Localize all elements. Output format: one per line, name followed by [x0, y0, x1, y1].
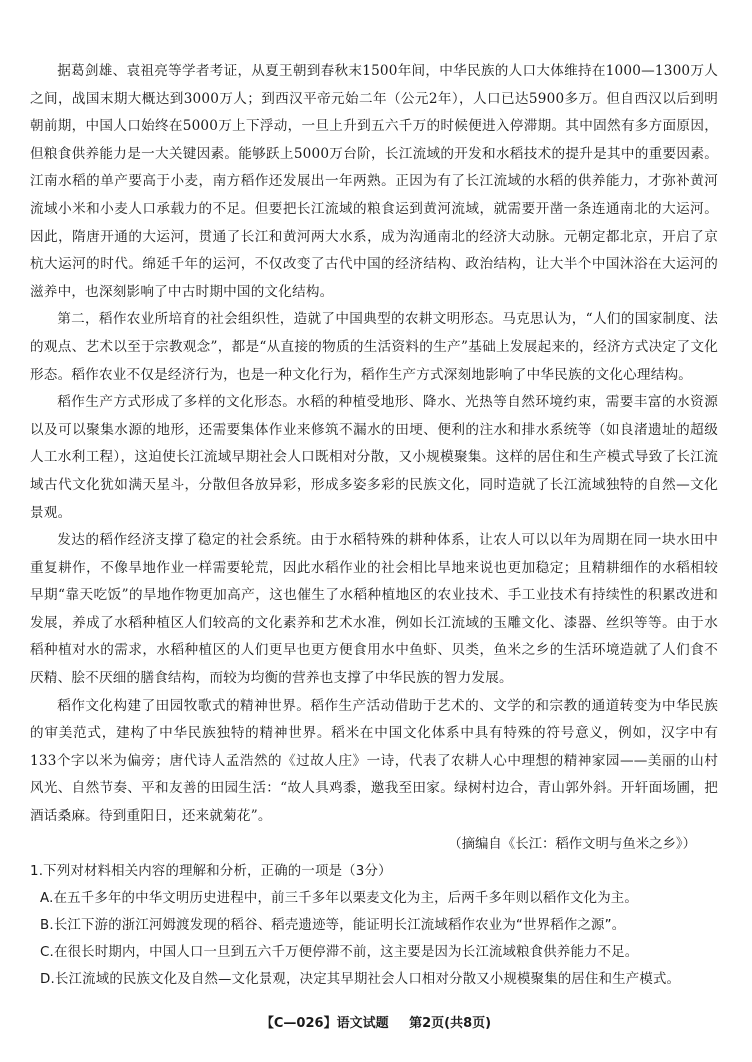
question-title: 1.下列对材料相关内容的理解和分析，正确的一项是（3分） [30, 864, 392, 880]
paragraph: 稻作文化构建了田园牧歌式的精神世界。稻作生产活动借助于艺术的、文学的和宗教的通道转变为中华民族的审美范式，建构了中华民族独特的精神世界。稻米在中国文化体系中具有特殊的符号意义，例如，汉字中有133个字以米为偏旁；唐代诗人孟浩然的《过故人庄》一诗，代表了农耕人心中理想的精神家园——美丽的山村风光、自然节奏、平和友善的田园生活：“故人具鸡黍，邀我至田家。绿树村边合，青山郭外斜。开轩面场圃，把酒话桑麻。待到重阳日，还来就菊花”。 [30, 697, 718, 825]
paragraph: 稻作生产方式形成了多样的文化形态。水稻的种植受地形、降水、光热等自然环境约束，需要丰富的水资源以及可以聚集水源的地形，还需要集体作业来修筑不漏水的田埂、便利的注水和排水系统等（如良渚遗址的超级人工水利工程），这迫使长江流域早期社会人口既相对分散，又小规模聚集。这样的居住和生产模式导致了长江流域古代文化犹如满天星斗，分散但各放异彩，形成多姿多彩的民族文化，同时造就了长江流域独特的自然—文化景观。 [30, 394, 718, 521]
page-footer [0, 1012, 752, 1031]
paragraph: 发达的稻作经济支撑了稳定的社会系统。由于水稻特殊的耕种体系，让农人可以以年为周期在同一块水田中重复耕作，不像旱地作业一样需要轮荒，因此水稻作业的社会相比旱地来说也更加稳定；且精耕细作的水稻相较早期“靠天吃饭”的旱地作物更加高产，这也催生了水稻种植地区的农业技术、手工业技术有持续性的积累改进和发展，养成了水稻种植区人们较高的文化素养和艺术水准，例如长江流域的玉雕文化、漆器、丝织等等。由于水稻种植对水的需求，水稻种植区的人们更早也更方便食用水中鱼虾、贝类，鱼米之乡的生活环境造就了人们食不厌精、脍不厌细的膳食结构，而较为均衡的营养也支撑了中华民族的智力发展。 [30, 532, 718, 687]
option-d: D.长江流域的民族文化及自然—文化景观，决定其早期社会人口相对分散又小规模聚集的居住和生产模式。 [40, 972, 681, 988]
paragraph: 第二，稻作农业所培育的社会组织性，造就了中国典型的农耕文明形态。马克思认为，“人们的国家制度、法的观点、艺术以至于宗教观念”，都是“从直接的物质的生活资料的生产”基础上发展起来的，经济方式决定了文化形态。稻作农业不仅是经济行为，也是一种文化行为，稻作生产方式深刻地影响了中华民族的文化心理结构。 [30, 311, 718, 383]
source-citation: （摘编自《长江：稻作文明与鱼米之乡》） [448, 836, 696, 852]
question-1 [30, 858, 718, 993]
option-c: C.在很长时期内，中国人口一旦到五六千万便停滞不前，这主要是因为长江流域粮食供养能力不足。 [40, 945, 639, 961]
page-number: 第2页(共8页) [409, 1016, 492, 1031]
exam-code: 【C—026】语文试题 [260, 1016, 389, 1031]
paragraph: 据葛剑雄、袁祖亮等学者考证，从夏王朝到春秋末1500年间，中华民族的人口大体维持在1000—1300万人之间，战国末期大概达到3000万人；到西汉平帝元始二年（公元2年），人口已达5900多万。但自西汉以后到明朝前期，中国人口始终在5000万上下浮动，一旦上升到五六千万的时候便进入停滞期。其中固然有多方面原因，但粮食供养能力是一大关键因素。能够跃上5000万台阶，长江流域的开发和水稻技术的提升是其中的重要因素。江南水稻的单产要高于小麦，南方稻作还发展出一年两熟。正因为有了长江流域的水稻的供养能力，才弥补黄河流域小米和小麦人口承载力的不足。但要把长江流域的粮食运到黄河流域，就需要开凿一条连通南北的大运河。因此，隋唐开通的大运河，贯通了长江和黄河两大水系，成为沟通南北的经济大动脉。元朝定都北京，开启了京杭大运河的时代。绵延千年的运河，不仅改变了古代中国的经济结构、政治结构，让大半个中国沐浴在大运河的滋养中，也深刻影响了中古时期中国的文化结构。 [30, 63, 718, 300]
option-b: B.长江下游的浙江河姆渡发现的稻谷、稻壳遗迹等，能证明长江流域稻作农业为“世界稻作之源”。 [40, 918, 626, 934]
option-a: A.在五千多年的中华文明历史进程中，前三千多年以栗麦文化为主，后两千多年则以稻作文化为主。 [40, 891, 638, 907]
document-body [30, 58, 718, 993]
